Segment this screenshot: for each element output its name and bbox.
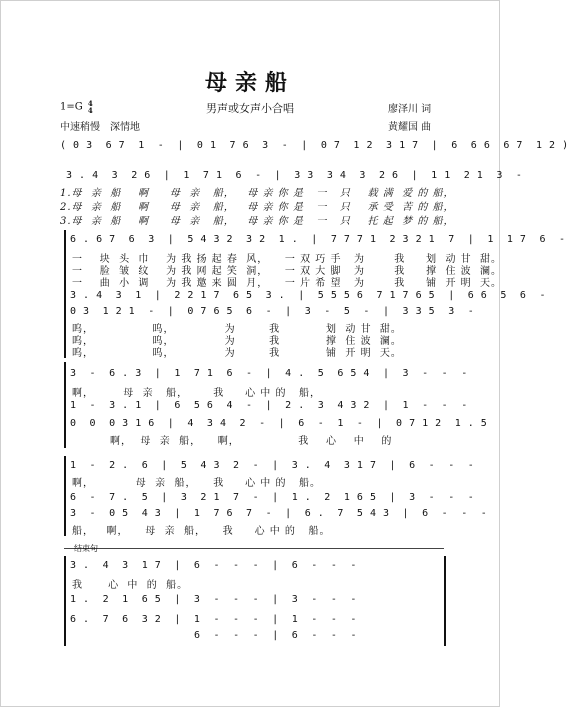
time-bottom: 4 (87, 106, 93, 115)
ending-lower-b-notes: 6 - - - | 6 - - - (194, 630, 358, 641)
ending-lyric: 我 心 中 的 船。 (72, 580, 189, 591)
song-subtitle: 男声或女声小合唱 (206, 102, 294, 115)
system4-middle-notes: 6 - 7 . 5 | 3 2 1 7 - | 1 . 2 1 6 5 | 3 - - - (70, 492, 475, 503)
system3-lyric: 啊， 母 亲 船， 我 心 中 的 船， (72, 388, 322, 399)
composer-credit: 黄耀国 曲 (388, 122, 432, 133)
time-top: 4 (87, 99, 93, 108)
system3-upper-notes: 3 - 6 . 3 | 1 7 1 6 - | 4 . 5 6 5 4 | 3 - - - (70, 368, 468, 379)
system1-lyric-verse3: 3.母 亲 船 啊 母 亲 船， 母 亲 你 是 一 只 托 起 梦 的 船， (60, 216, 455, 227)
final-barline (444, 556, 446, 646)
lyricist-credit: 廖泽川 词 (388, 104, 432, 115)
system1-melody-line (0, 170, 523, 184)
system1-lyric-verse2: 2.母 亲 船 啊 母 亲 船， 母 亲 你 是 一 只 承 受 苦 的 船， (60, 202, 455, 213)
system4-lyric-upper: 啊， 母 亲 船， 我 心 中 的 船。 (72, 478, 322, 489)
system2-lower-lyric-b: 呜， 呜， 为 我 撑 住 波 澜。 (72, 336, 402, 347)
system3-lower-notes: 0 0 0 3 1 6 | 4 3 4 2 - | 6 - 1 - | 0 7 1 2 1 . 5 (70, 418, 488, 429)
tempo-marking: 中速稍慢 深情地 (60, 122, 140, 133)
intro-line (0, 140, 569, 154)
system4-middle-line (0, 492, 500, 506)
system4-upper-notes: 1 - 2 . 6 | 5 4 3 2 - | 3 . 4 3 1 7 | 6 - - - (70, 460, 475, 471)
system2-lyric-b: 一 脸 皱 纹 为 我 网 起 笑 洞， 一 双 大 脚 为 我 撑 住 波 澜。 (72, 266, 503, 277)
key-text: 1=G (60, 101, 83, 113)
system3-lower-line (0, 418, 500, 432)
system3-upper-line (0, 368, 500, 382)
system2-lower2-line (0, 306, 500, 320)
ending-upper-line (0, 560, 500, 574)
ending-upper-notes: 3 . 4 3 1 7 | 6 - - - | 6 - - - (70, 560, 357, 571)
system4-upper-line (0, 460, 500, 474)
system4-lyric-lower: 船， 啊， 母 亲 船， 我 心 中 的 船。 (72, 526, 331, 537)
ending-lower-notes: 6 . 7 6 3 2 | 1 - - - | 1 - - - (70, 614, 357, 625)
system4-lower-line (0, 508, 500, 522)
ending-label: 结束句 (74, 544, 98, 553)
system2-lyric-c: 一 曲 小 调 为 我 邀 来 圆 月， 一 片 希 望 为 我 铺 开 明 天。 (72, 278, 503, 289)
system1-melody: 3 . 4 3 2 6 | 1 7 1 6 - | 3 3 3 4 3 2 6 | 1 1 2 1 3 - (66, 170, 523, 181)
system1-lyric-verse1: 1.母 亲 船 啊 母 亲 船， 母 亲 你 是 一 只 载 满 爱 的 船， (60, 188, 455, 199)
system4-lower-notes: 3 - 0 5 4 3 | 1 7 6 7 - | 6 . 7 5 4 3 | 6 - - - (70, 508, 488, 519)
ending-lower-line (0, 614, 500, 628)
system2-lower1-notes: 3 . 4 3 1 | 2 2 1 7 6 5 3 . | 5 5 5 6 7 1 7 6 5 | 6 6 5 6 - (70, 290, 546, 301)
system2-lower-lyric-c: 呜， 呜， 为 我 铺 开 明 天。 (72, 348, 402, 359)
ending-bracket-line (64, 548, 444, 549)
system2-lyric-a: 一 块 头 巾 为 我 扬 起 春 风， 一 双 巧 手 为 我 划 动 甘 甜。 (72, 254, 503, 265)
system3-lower-lyric: 啊， 母 亲 船， 啊， 我 心 中 的 (110, 436, 393, 447)
ending-middle-line (0, 594, 500, 608)
system3-middle-notes: 1 - 3 . 1 | 6 5 6 4 - | 2 . 3 4 3 2 | 1 - - - (70, 400, 468, 411)
system2-upper-line (0, 234, 566, 248)
song-title: 母亲船 (204, 70, 295, 96)
ending-middle-notes: 1 . 2 1 6 5 | 3 - - - | 3 - - - (70, 594, 357, 605)
ending-lower-b-line (0, 630, 500, 644)
system2-upper-notes: 6 . 6 7 6 3 | 5 4 3 2 3 2 1 . | 7 7 7 1 2 3 2 1 7 | 1 1 7 6 - (70, 234, 566, 245)
system3-middle-line (0, 400, 500, 414)
system2-lower-lyric-a: 呜， 呜， 为 我 划 动 甘 甜。 (72, 324, 402, 335)
system2-lower2-notes: 0 3 1 2 1 - | 0 7 6 5 6 - | 3 - 5 - | 3 3 5 3 - (70, 306, 475, 317)
intro-notes: ( 0 3 6 7 1 - | 0 1 7 6 3 - | 0 7 1 2 3 1 7 | 6 6 6 6 7 1 2 ) (60, 140, 569, 151)
system2-lower1-line (0, 290, 546, 304)
